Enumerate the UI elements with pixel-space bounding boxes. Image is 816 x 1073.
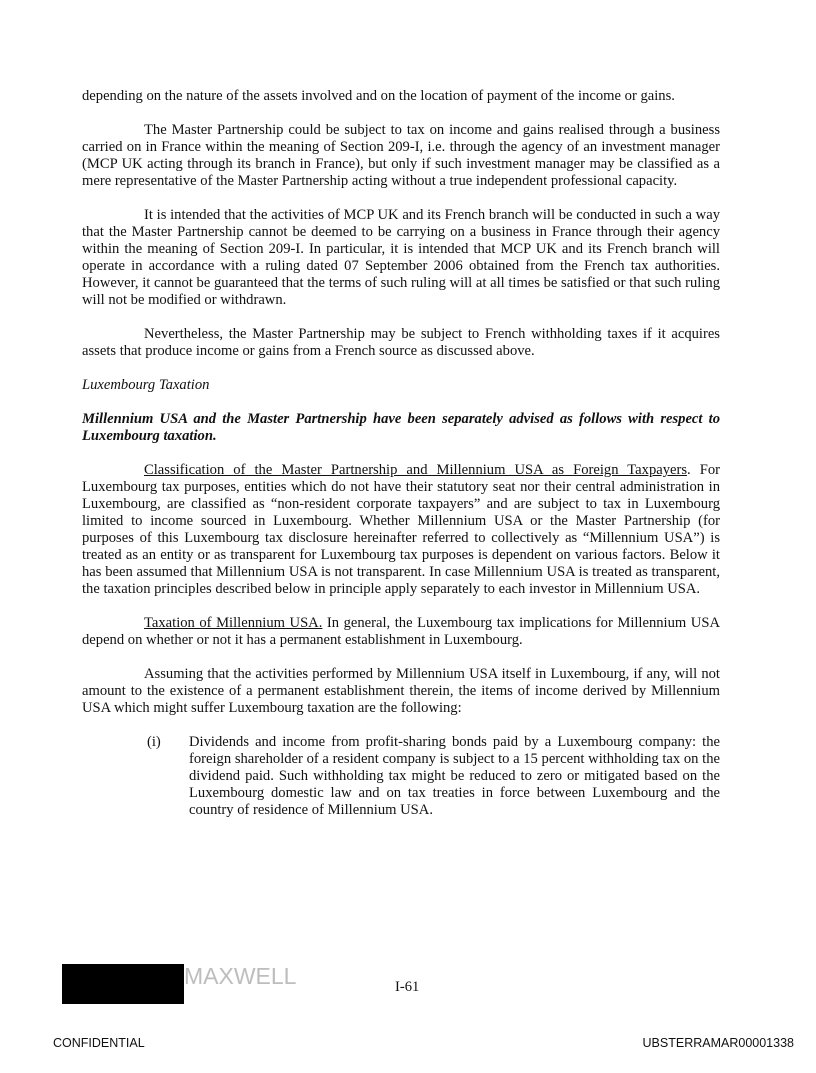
paragraph: Assuming that the activities performed by Millennium USA itself in Luxembourg, if any, will not amount to the existence of a permanent establishment therein, the items of income derived by Millennium USA which might suffer Luxembourg taxation are the following: (82, 666, 720, 716)
list-number: (i) (147, 734, 161, 750)
watermark: MAXWELL (184, 963, 297, 989)
paragraph-classification (82, 462, 720, 598)
paragraph-text: . For Luxembourg tax purposes, entities which do not have their statutory seat nor their central administration in Luxembourg, are classified as “non-resident corporate taxpayers” and are subject to tax in Luxembourg limited to income sourced in Luxembourg. Whether Millennium USA or the Master Partnership (for purposes of this Luxembourg tax disclosure hereinafter referred to collectively as “Millennium USA”) is treated as an entity or as transparent for Luxembourg tax purposes is dependent on various factors. Below it has been assumed that Millennium USA is not transparent. In case Millennium USA is treated as transparent, the taxation principles described below in principle apply separately to each investor in Millennium USA. (82, 462, 720, 597)
paragraph: Nevertheless, the Master Partnership may be subject to French withholding taxes if it acquires assets that produce income or gains from a French source as discussed above. (82, 326, 720, 359)
paragraph: depending on the nature of the assets involved and on the location of payment of the income or gains. (82, 88, 675, 104)
bold-intro: Millennium USA and the Master Partnership have been separately advised as follows with respect to Luxembourg taxation. (82, 411, 720, 444)
section-heading: Luxembourg Taxation (82, 377, 210, 393)
redaction-box (62, 964, 184, 1004)
confidential-label: CONFIDENTIAL (53, 1036, 145, 1050)
list-item (147, 734, 720, 819)
subheading: Classification of the Master Partnership and Millennium USA as Foreign Taxpayers (144, 462, 688, 478)
paragraph: The Master Partnership could be subject to tax on income and gains realised through a business carried on in France within the meaning of Section 209-I, i.e. through the agency of an investment manager (MCP UK acting through its branch in France), but only if such investment manager may be classified as a mere representative of the Master Partnership acting without a true independent professional capacity. (82, 122, 720, 189)
bates-number: UBSTERRAMAR00001338 (642, 1036, 794, 1050)
page-number: I-61 (395, 979, 420, 995)
paragraph-text: In general, the Luxembourg tax implications for Millennium USA depend on whether or not it has a permanent establishment in Luxembourg. (82, 615, 720, 648)
list-text: Dividends and income from profit-sharing bonds paid by a Luxembourg company: the foreign shareholder of a resident company is subject to a 15 percent withholding tax on the dividend paid. Such withholding tax might be reduced to zero or mitigated based on the Luxembourg domestic law and on tax treaties in force between Luxembourg and the country of residence of Millennium USA. (189, 734, 720, 818)
subheading: Taxation of Millennium USA. (144, 615, 323, 631)
paragraph: It is intended that the activities of MCP UK and its French branch will be conducted in such a way that the Master Partnership cannot be deemed to be carrying on a business in France through their agency within the meaning of Section 209-I. In particular, it is intended that MCP UK and its French branch will operate in accordance with a ruling dated 07 September 2006 obtained from the French tax authorities. However, it cannot be guaranteed that the terms of such ruling will at all times be satisfied or that such ruling will not be modified or withdrawn. (82, 207, 720, 308)
document-body (82, 88, 720, 819)
paragraph-taxation (82, 615, 720, 649)
